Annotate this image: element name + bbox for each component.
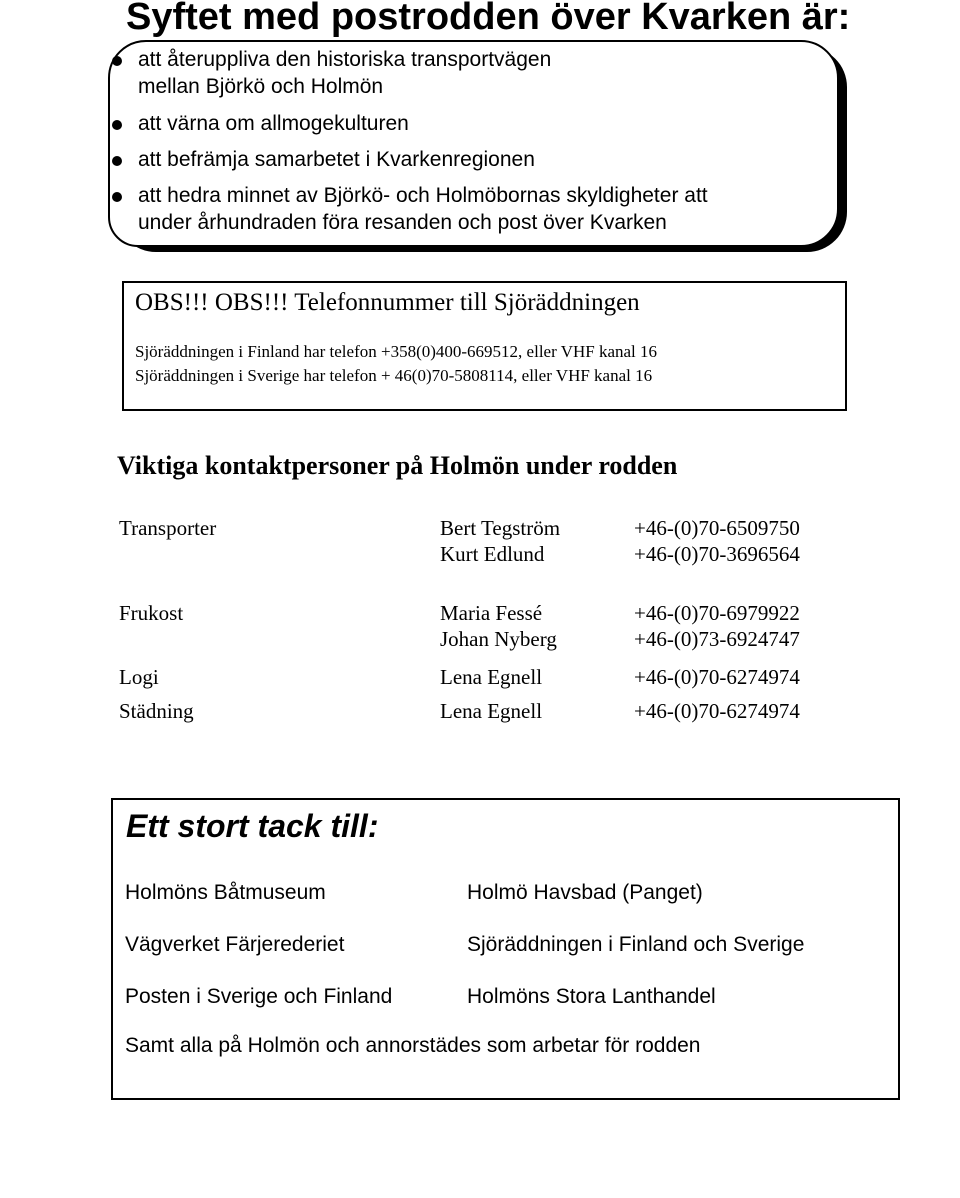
bullet-icon xyxy=(112,56,122,66)
contact-phone: +46-(0)70-6979922 xyxy=(634,601,800,625)
thanks-item: Posten i Sverige och Finland xyxy=(125,985,393,1008)
contact-name: Johan Nyberg xyxy=(440,627,557,651)
obs-line-sweden: Sjöräddningen i Sverige har telefon + 46(0)70-5808114, eller VHF kanal 16 xyxy=(135,366,653,385)
thanks-item: Vägverket Färjerederiet xyxy=(125,933,345,956)
page-title: Syftet med postrodden över Kvarken är: xyxy=(126,0,851,38)
contacts-heading: Viktiga kontaktpersoner på Holmön under rodden xyxy=(117,451,678,480)
bullet-icon xyxy=(112,120,122,130)
purpose-item-4-line-1: att hedra minnet av Björkö- och Holmöbornas skyldigheter att xyxy=(138,184,708,207)
contact-phone: +46-(0)70-6274974 xyxy=(634,699,800,723)
contact-phone: +46-(0)70-3696564 xyxy=(634,542,800,566)
contact-name: Bert Tegström xyxy=(440,516,561,540)
contact-phone: +46-(0)73-6924747 xyxy=(634,627,800,651)
bullet-icon xyxy=(112,192,122,202)
purpose-item-2: att värna om allmogekulturen xyxy=(138,112,409,135)
contact-role: Städning xyxy=(119,699,194,723)
contact-name: Lena Egnell xyxy=(440,699,543,723)
contact-name: Lena Egnell xyxy=(440,665,543,689)
contact-name: Maria Fessé xyxy=(440,601,543,625)
contact-role: Transporter xyxy=(119,516,217,540)
contact-phone: +46-(0)70-6509750 xyxy=(634,516,800,540)
contact-role: Logi xyxy=(119,665,159,689)
thanks-item: Holmöns Båtmuseum xyxy=(125,881,326,904)
thanks-item: Sjöräddningen i Finland och Sverige xyxy=(467,933,805,956)
obs-heading: OBS!!! OBS!!! Telefonnummer till Sjöräddningen xyxy=(135,289,640,316)
thanks-item: Holmö Havsbad (Panget) xyxy=(467,881,703,904)
contact-name: Kurt Edlund xyxy=(440,542,545,566)
purpose-item-3: att befrämja samarbetet i Kvarkenregionen xyxy=(138,148,535,171)
purpose-item-4-line-2: under århundraden föra resanden och post över Kvarken xyxy=(138,211,667,234)
thanks-heading: Ett stort tack till: xyxy=(126,808,379,844)
thanks-item: Holmöns Stora Lanthandel xyxy=(467,985,716,1008)
purpose-item-1-line-2: mellan Björkö och Holmön xyxy=(138,75,384,98)
purpose-item-1-line-1: att återuppliva den historiska transportvägen xyxy=(138,48,552,71)
thanks-footer: Samt alla på Holmön och annorstädes som arbetar för rodden xyxy=(125,1034,701,1057)
obs-line-finland: Sjöräddningen i Finland har telefon +358(0)400-669512, eller VHF kanal 16 xyxy=(135,342,658,361)
contact-phone: +46-(0)70-6274974 xyxy=(634,665,800,689)
bullet-icon xyxy=(112,156,122,166)
contact-role: Frukost xyxy=(119,601,184,625)
